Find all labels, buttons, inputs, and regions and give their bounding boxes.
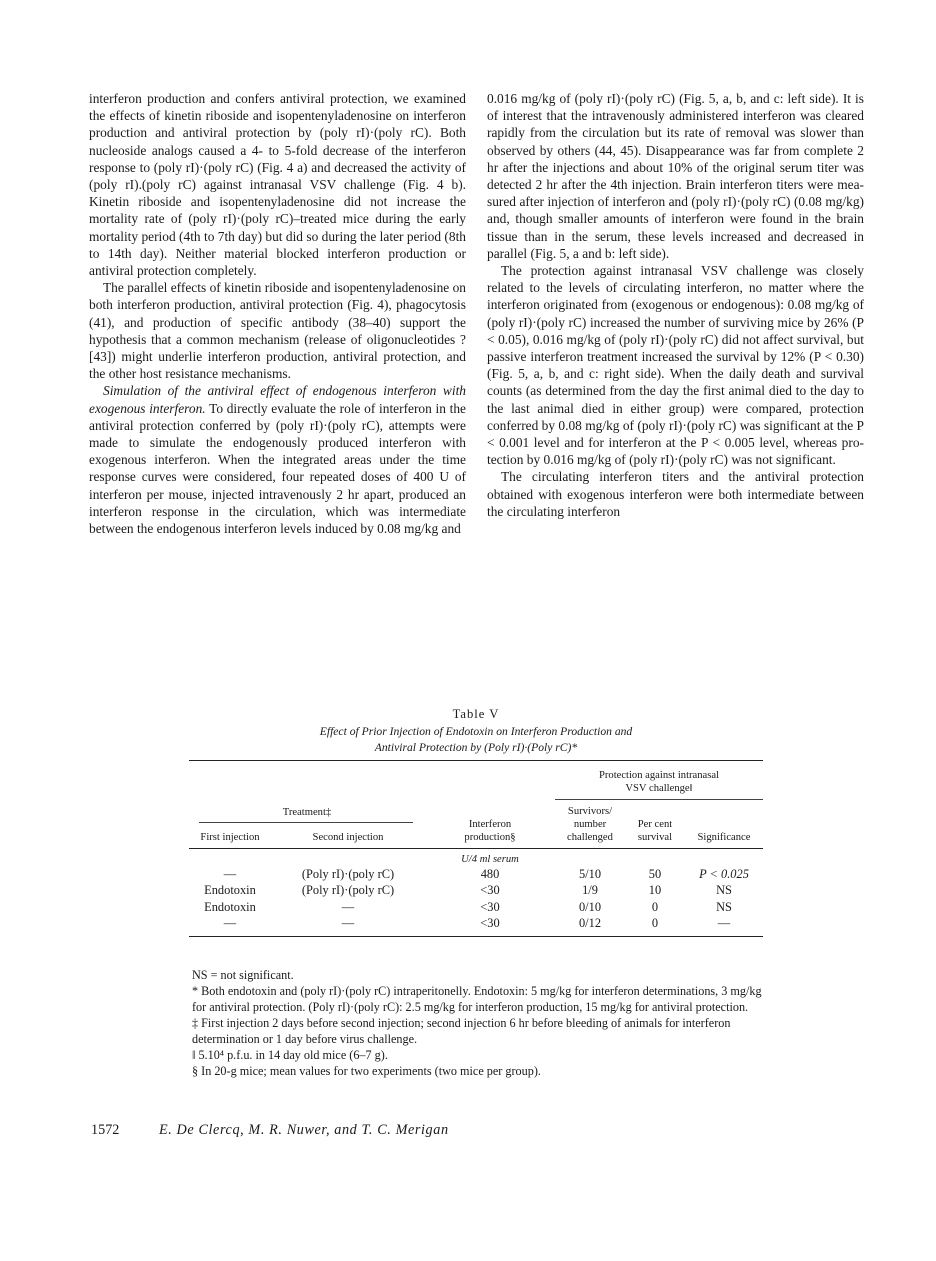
right-paragraph-3: The circulating interferon titers and the antiviral protection obtained with exogenous interferon were both intermediate between the circulating interferon — [487, 469, 864, 519]
second-injection-header: Second injection — [312, 831, 384, 843]
table-row: Endotoxin — <30 0/10 0 NS — [204, 899, 732, 914]
footnote-parallel: ‖ 5.10⁴ p.f.u. in 14 day old mice (6–7 g). — [192, 1048, 388, 1062]
survivors-column-header: Survivors/ number challenged — [567, 805, 613, 843]
table-caption-line-1: Effect of Prior Injection of Endotoxin on Interferon Production and — [319, 725, 633, 738]
table-caption-line-2: Antiviral Protection by (Poly rI)·(Poly rC)* — [374, 741, 578, 754]
page-number: 1572 — [91, 1122, 120, 1138]
first-injection-header: First injection — [200, 831, 260, 843]
section-heading-simulation: Simulation of the antiviral effect of endogenous interferon with exogenous interferon. — [89, 383, 466, 416]
table-grid — [189, 760, 763, 937]
treatment-group-header: Treatment‡ — [189, 800, 425, 823]
left-paragraph-1: interferon production and confers antiviral protection, we examined the effects of kinetin riboside and isopentenyladenosine on interferon production and antiviral protection by (poly rI)·(poly rC). Both nucleoside analogs caused a 4- to 5-fold decrease of the interferon response to (poly rI)·(poly rC) (Fig. 4 a) and decreased the activity of (poly rI).(poly rC) against intranasal VSV challenge (Fig. 4 b). Kinetin riboside and isopentenyladenosine did not increase the mortality rate of (poly rI)·(poly rC)–treated mice during the early mortality period (4th to 7th day) but did so during the later period (8th to 14th day). Neither material blocked interferon production or antiviral protection completely. — [89, 91, 466, 279]
footnote-ns: NS = not significant. — [192, 968, 294, 982]
left-paragraph-3-body: To directly evaluate the role of interferon in the antiviral protection conferred by (poly rI)·(poly rC), attempts were made to simulate the endogenously produced interferon with exogenous interferon. When the integrated areas under the time response curves were considered, four repeated doses of 400 U of interferon per mouse, injected intravenously 2 hr apart, produced an interferon response in the circulation, which was intermediate between the endogenous interferon levels induced by 0.08 mg/kg and — [89, 400, 466, 537]
unit-label: U/4 ml serum — [461, 853, 519, 865]
right-paragraph-1: 0.016 mg/kg of (poly rI)·(poly rC) (Fig. 5, a, b, and c: left side). It is of interest that the intravenously administered interferon was cleared rapidly from the circulation but its rate of removal was slower than observed by others (44, 45). Disappearance was far from complete 2 hr after the injections and about 10% of the original serum titer was detected 2 hr after the 4th injection. Brain interferon titers were measured after injection of interferon and (poly rI)·(poly rC) (0.08 mg/kg) and, though smaller amounts of interferon were found in the brain tissue than in the serum, these levels increased and decreased in parallel (Fig. 5, a and b: left side). — [487, 91, 864, 261]
footnote-section: § In 20-g mice; mean values for two experiments (two mice per group). — [192, 1064, 541, 1078]
footnote-dagger: ‡ First injection 2 days before second injection; second injection 6 hr before bleeding of animals for interferon determination or 1 day before virus challenge. — [192, 1016, 731, 1046]
significance-column-header: Significance — [697, 831, 751, 843]
right-column — [487, 90, 864, 520]
right-paragraph-2: The protection against intranasal VSV challenge was closely related to the levels of circulating interferon, no matter where the interferon originated from (exogenous or endogenous): 0.08 mg/kg of (poly rI)·(poly rC) increased the number of surviving mice by 26% (P < 0.05), 0.016 mg/kg of (poly rI)·(poly rC) did not affect survival, but passive interferon treatment increased the survival by 12% (P < 0.30) (Fig. 5, a, b, and c: right side). When the daily death and survival counts (as determined from the day the first animal died to the day to the last animal died in either group) were compared, protection conferred by 0.08 mg/kg of (poly rI)·(poly rC) was significant at the P < 0.001 level and for interferon at the P < 0.005 level, whereas protection by 0.016 mg/kg of (poly rI)·(poly rC) was not significant. — [487, 263, 864, 468]
footnote-star: * Both endotoxin and (poly rI)·(poly rC) intraperitonelly. Endotoxin: 5 mg/kg for interferon determinations, 3 mg/kg for antiviral protection. (Poly rI)·(poly rC): 2.5 mg/kg for interferon production, 15 mg/kg for antiviral protection. — [192, 984, 762, 1014]
left-column — [89, 90, 466, 537]
table-v — [189, 706, 763, 937]
table-label: Table V — [452, 707, 500, 721]
interferon-column-header: Interferon production§ — [464, 818, 516, 843]
table-row: — (Poly rI)·(poly rC) 480 5/10 50 P < 0.025 — [223, 866, 749, 881]
page-footer — [91, 1120, 691, 1140]
table-footnotes — [192, 967, 764, 1079]
table-row: Endotoxin (Poly rI)·(poly rC) <30 1/9 10 NS — [204, 883, 732, 898]
table-row: — — <30 0/12 0 — — [189, 915, 763, 936]
table-caption — [189, 724, 763, 756]
protection-group-header: Protection against intranasal VSV challenge‖ — [555, 761, 763, 800]
left-paragraph-2: The parallel effects of kinetin riboside and isopentenyladenosine on both interferon production, antiviral protection (Fig. 4), phagocytosis (41), and production of specific antibody (38–40) support the hypothesis that a common mechanism (release of oligonucleotides ? [43]) might underlie interferon production, antiviral protection, and the other host resistance mechanisms. — [89, 280, 466, 382]
percent-column-header: Per cent survival — [637, 818, 673, 843]
left-paragraph-3 — [89, 382, 466, 537]
running-authors: E. De Clercq, M. R. Nuwer, and T. C. Merigan — [159, 1122, 449, 1138]
